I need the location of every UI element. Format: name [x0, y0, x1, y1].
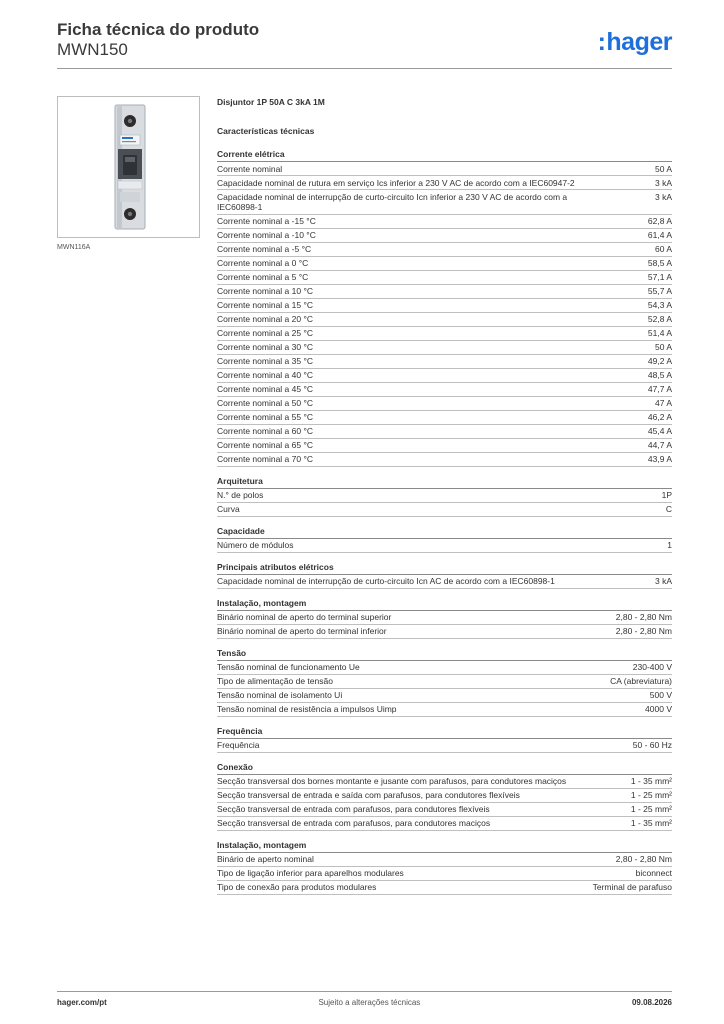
section-title: Instalação, montagem — [217, 598, 672, 611]
spec-row — [217, 176, 672, 190]
spec-value: 1 - 25 mm² — [630, 790, 672, 800]
section-title: Instalação, montagem — [217, 840, 672, 853]
spec-row — [217, 739, 672, 753]
spec-label: Corrente nominal a 25 °C — [217, 328, 314, 338]
spec-row — [217, 789, 672, 803]
spec-label: Secção transversal de entrada com parafusos, para condutores maciços — [217, 818, 491, 828]
spec-label: Corrente nominal a 65 °C — [217, 440, 314, 450]
spec-row — [217, 539, 672, 553]
section-title: Frequência — [217, 726, 672, 739]
hager-logo — [598, 28, 672, 56]
spec-value: 61,4 A — [647, 230, 672, 240]
spec-value: 50 A — [654, 163, 672, 174]
spec-section — [217, 726, 672, 753]
product-image — [57, 96, 200, 238]
section-title: Arquitetura — [217, 476, 672, 489]
spec-value: 500 V — [649, 690, 672, 700]
spec-row — [217, 689, 672, 703]
section-title: Corrente elétrica — [217, 149, 672, 162]
spec-label: Corrente nominal a -5 °C — [217, 244, 312, 254]
spec-row — [217, 285, 672, 299]
spec-value: 3 kA — [654, 576, 672, 586]
footer-website: hager.com/pt — [57, 998, 107, 1007]
spec-row — [217, 162, 672, 176]
spec-row — [217, 489, 672, 503]
spec-value: 4000 V — [645, 704, 672, 714]
spec-value: 48,5 A — [647, 370, 672, 380]
section-title: Principais atributos elétricos — [217, 562, 672, 575]
logo-mark-icon: : — [597, 28, 606, 56]
spec-row — [217, 453, 672, 467]
spec-value: 2,80 - 2,80 Nm — [615, 854, 672, 864]
spec-row — [217, 299, 672, 313]
spec-value: 50 A — [654, 342, 672, 352]
spec-section — [217, 840, 672, 895]
spec-label: Frequência — [217, 740, 260, 750]
spec-row — [217, 257, 672, 271]
spec-label: Curva — [217, 504, 240, 514]
spec-row — [217, 675, 672, 689]
spec-value: 230-400 V — [632, 662, 672, 672]
spec-row — [217, 575, 672, 589]
spec-row — [217, 355, 672, 369]
spec-label: Capacidade nominal de rutura em serviço Ics inferior a 230 V AC de acordo com a IEC60947-2 — [217, 177, 575, 188]
spec-row — [217, 439, 672, 453]
spec-label: Tensão nominal de funcionamento Ue — [217, 662, 360, 672]
spec-label: Secção transversal dos bornes montante e jusante com parafusos, para condutores maciços — [217, 776, 567, 786]
spec-label: Capacidade nominal de interrupção de curto-circuito Icn inferior a 230 V AC de acordo com a IEC60898-1 — [217, 191, 568, 212]
spec-row — [217, 853, 672, 867]
spec-value: 43,9 A — [647, 454, 672, 464]
section-title: Tensão — [217, 648, 672, 661]
spec-label: Corrente nominal a 45 °C — [217, 384, 314, 394]
spec-value: biconnect — [635, 868, 672, 878]
specifications — [217, 96, 672, 904]
spec-label: Corrente nominal a 5 °C — [217, 272, 309, 282]
spec-label: Corrente nominal a -15 °C — [217, 216, 316, 226]
spec-value: Terminal de parafuso — [592, 882, 672, 892]
spec-label: Tensão nominal de resistência a impulsos Uimp — [217, 704, 397, 714]
spec-value: 1 — [667, 540, 672, 550]
spec-row — [217, 425, 672, 439]
spec-label: Tipo de conexão para produtos modulares — [217, 882, 377, 892]
image-caption: MWN116A — [57, 244, 91, 251]
spec-label: Corrente nominal a -10 °C — [217, 230, 316, 240]
spec-value: 2,80 - 2,80 Nm — [615, 626, 672, 636]
spec-value: 58,5 A — [647, 258, 672, 268]
footer-divider — [57, 991, 672, 992]
spec-row — [217, 341, 672, 355]
spec-value: 47 A — [654, 398, 672, 408]
spec-row — [217, 625, 672, 639]
spec-row — [217, 327, 672, 341]
spec-row — [217, 817, 672, 831]
spec-row — [217, 611, 672, 625]
header-divider — [57, 68, 672, 69]
spec-value: 1 - 25 mm² — [630, 804, 672, 814]
spec-row — [217, 369, 672, 383]
spec-label: Binário nominal de aperto do terminal inferior — [217, 626, 387, 636]
spec-label: Corrente nominal a 60 °C — [217, 426, 314, 436]
spec-heading: Características técnicas — [217, 126, 315, 136]
spec-label: Corrente nominal a 40 °C — [217, 370, 314, 380]
spec-label: Corrente nominal a 10 °C — [217, 286, 314, 296]
footer-date: 09.08.2026 — [631, 998, 672, 1007]
spec-value: CA (abreviatura) — [610, 676, 672, 686]
spec-value: 60 A — [654, 244, 672, 254]
spec-row — [217, 271, 672, 285]
spec-row — [217, 803, 672, 817]
spec-label: Tensão nominal de isolamento Ui — [217, 690, 343, 700]
spec-value: 47,7 A — [647, 384, 672, 394]
document-title: Ficha técnica do produto — [57, 20, 260, 39]
spec-section — [217, 149, 672, 467]
spec-label: Tipo de alimentação de tensão — [217, 676, 333, 686]
spec-row — [217, 867, 672, 881]
spec-row — [217, 313, 672, 327]
spec-value: 50 - 60 Hz — [632, 740, 672, 750]
spec-value: 54,3 A — [647, 300, 672, 310]
spec-sections — [217, 149, 672, 895]
spec-value: 44,7 A — [647, 440, 672, 450]
spec-value: 2,80 - 2,80 Nm — [615, 612, 672, 622]
spec-label: Corrente nominal a 0 °C — [217, 258, 309, 268]
logo-text: hager — [606, 28, 672, 56]
spec-label: Corrente nominal a 35 °C — [217, 356, 314, 366]
spec-section — [217, 598, 672, 639]
spec-label: Capacidade nominal de interrupção de curto-circuito Icn AC de acordo com a IEC60898-1 — [217, 576, 555, 586]
spec-row — [217, 243, 672, 257]
document-header — [57, 20, 259, 60]
spec-value: 1P — [661, 490, 672, 500]
spec-value: 55,7 A — [647, 286, 672, 296]
footer-disclaimer: Sujeito a alterações técnicas — [318, 998, 421, 1007]
spec-label: Corrente nominal a 70 °C — [217, 454, 314, 464]
spec-value: 45,4 A — [647, 426, 672, 436]
spec-row — [217, 397, 672, 411]
spec-row — [217, 703, 672, 717]
spec-value: 46,2 A — [647, 412, 672, 422]
spec-row — [217, 190, 672, 215]
document-footer — [57, 998, 672, 1007]
spec-label: Corrente nominal — [217, 163, 283, 174]
spec-row — [217, 411, 672, 425]
spec-value: 62,8 A — [647, 216, 672, 226]
spec-section — [217, 562, 672, 589]
spec-row — [217, 881, 672, 895]
spec-label: Corrente nominal a 50 °C — [217, 398, 314, 408]
spec-label: Binário de aperto nominal — [217, 854, 314, 864]
spec-value: 1 - 35 mm² — [630, 776, 672, 786]
spec-value: 52,8 A — [647, 314, 672, 324]
spec-label: Secção transversal de entrada e saída com parafusos, para condutores flexíveis — [217, 790, 520, 800]
spec-row — [217, 775, 672, 789]
spec-value: 49,2 A — [647, 356, 672, 366]
spec-value: 3 kA — [654, 191, 672, 202]
spec-label: Binário nominal de aperto do terminal superior — [217, 612, 392, 622]
spec-label: Secção transversal de entrada com parafusos, para condutores flexíveis — [217, 804, 490, 814]
spec-row — [217, 661, 672, 675]
spec-label: Número de módulos — [217, 540, 294, 550]
product-reference: MWN150 — [57, 40, 128, 59]
spec-row — [217, 503, 672, 517]
spec-label: Tipo de ligação inferior para aparelhos modulares — [217, 868, 404, 878]
spec-label: Corrente nominal a 30 °C — [217, 342, 314, 352]
spec-label: Corrente nominal a 15 °C — [217, 300, 314, 310]
spec-section — [217, 648, 672, 717]
spec-value: C — [665, 504, 672, 514]
spec-label: N.° de polos — [217, 490, 264, 500]
spec-row — [217, 215, 672, 229]
spec-value: 51,4 A — [647, 328, 672, 338]
spec-value: 57,1 A — [647, 272, 672, 282]
spec-section — [217, 476, 672, 517]
spec-section — [217, 526, 672, 553]
spec-label: Corrente nominal a 55 °C — [217, 412, 314, 422]
spec-label: Corrente nominal a 20 °C — [217, 314, 314, 324]
circuit-breaker-icon — [58, 97, 199, 237]
spec-row — [217, 383, 672, 397]
product-name: Disjuntor 1P 50A C 3kA 1M — [217, 97, 325, 107]
section-title: Conexão — [217, 762, 672, 775]
section-title: Capacidade — [217, 526, 672, 539]
spec-value: 3 kA — [654, 177, 672, 188]
spec-row — [217, 229, 672, 243]
spec-section — [217, 762, 672, 831]
spec-value: 1 - 35 mm² — [630, 818, 672, 828]
